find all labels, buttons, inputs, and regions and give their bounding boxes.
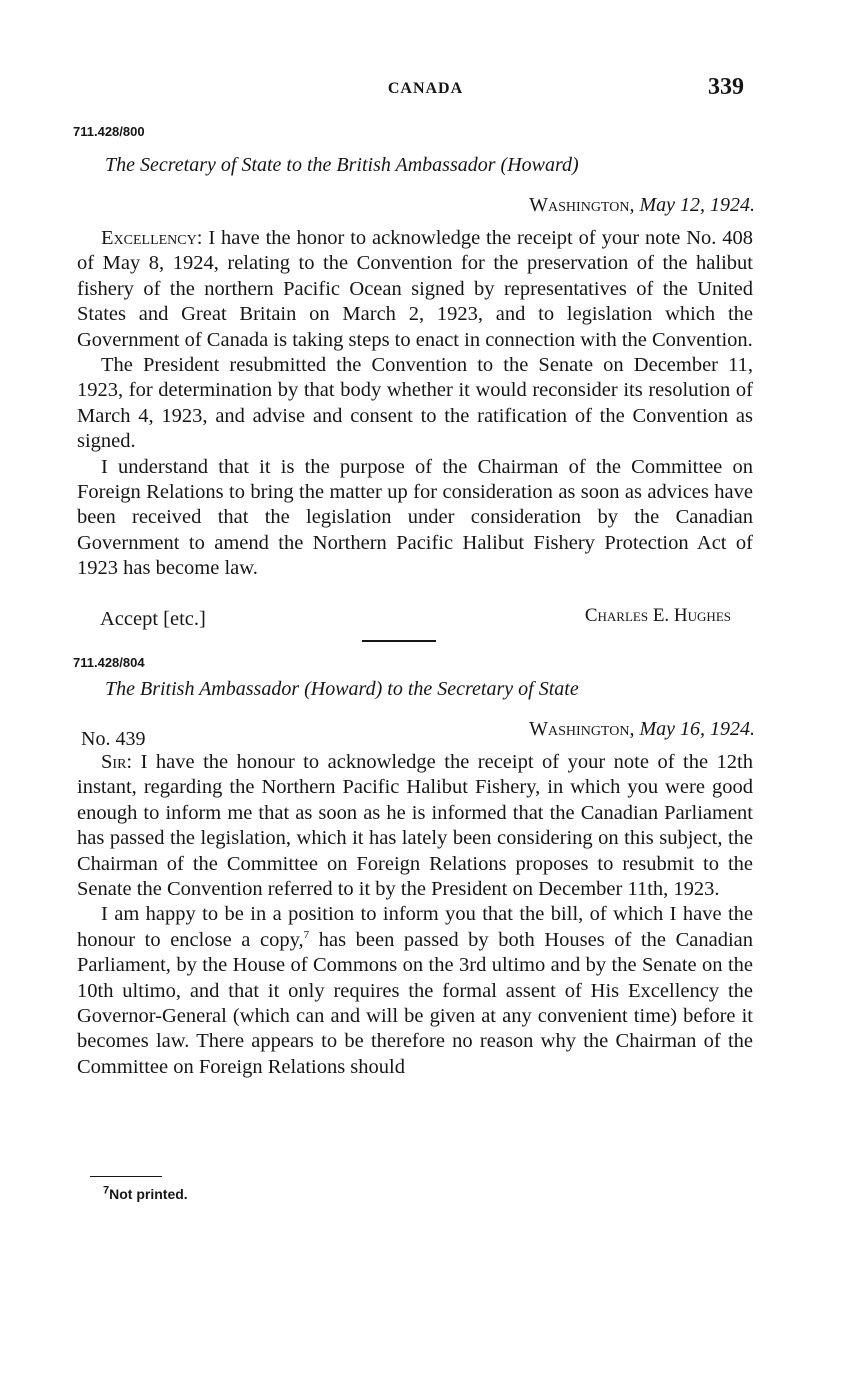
- footnote: [103, 1186, 188, 1202]
- signature: Charles E. Hughes: [584, 605, 731, 626]
- paragraph: The President resubmitted the Convention to the Senate on December 11, 1923, for determination by that body whether it would reconsider its resolution of March 4, 1923, and advise and consent to the ratification of the Convention as signed.: [77, 354, 753, 453]
- footnote-marker: 7: [103, 1184, 110, 1197]
- heading-sender: The Secretary of State to the British Ambassador: [105, 154, 496, 176]
- dateline-date: May 16, 1924.: [639, 718, 755, 740]
- dateline: [529, 194, 755, 217]
- paragraph: [77, 750, 753, 902]
- heading-sender-name: (Howard): [304, 678, 383, 700]
- closing: Accept [etc.]: [100, 608, 206, 630]
- paragraph-text: : I have the honour to acknowledge the receipt of your note of the 12th instant, regarding the Northern Pacific Halibut Fishery, in which you were good enough to inform me that as soon as he is informed that the Canadian Parliament has passed the legislation, which it has lately been considering on this subject, the Chairman of the Committee on Foreign Relations proposes to resubmit to the Senate the Convention referred to it by the President on December 11th, 1923.: [77, 751, 753, 901]
- file-number: 711.428/804: [73, 655, 145, 670]
- dateline-place: Washington,: [529, 718, 635, 740]
- salutation: Excellency: [101, 227, 197, 249]
- document-heading: [105, 154, 579, 177]
- salutation: Sir: [101, 751, 127, 773]
- letter-body: [77, 750, 753, 1080]
- paragraph-text: I am happy to be in a position to inform you that the bill, of which I have the honour to enclose a copy,: [77, 903, 753, 951]
- running-head: [0, 74, 851, 102]
- heading-recipient-name: (Howard): [500, 154, 579, 176]
- section-title: CANADA: [387, 80, 464, 97]
- footnote-rule: [90, 1176, 162, 1177]
- letter-body: [77, 226, 753, 582]
- paragraph-text: has been passed by both Houses of the Canadian Parliament, by the House of Commons on the 3rd ultimo and by the Senate on the 10th ultimo, and that it only requires the formal assent of His Excellency the Governor-General (which can and will be given at any convenient time) before it becomes law. There appears to be therefore no reason why the Chairman of the Committee on Foreign Relations should: [77, 928, 753, 1078]
- document-heading: [105, 678, 579, 701]
- section-divider: [362, 640, 436, 642]
- paragraph: I understand that it is the purpose of the Chairman of the Committee on Foreign Relations to bring the matter up for consideration as soon as advices have been received that the legislation under consideration by the Canadian Government to amend the Northern Pacific Halibut Fishery Protection Act of 1923 has become law.: [77, 455, 753, 580]
- paragraph: [77, 226, 753, 353]
- heading-sender: The British Ambassador: [105, 678, 300, 700]
- dateline-date: May 12, 1924.: [639, 194, 755, 216]
- footnote-reference: 7: [303, 929, 310, 942]
- note-number: No. 439: [81, 728, 146, 750]
- paragraph: [77, 902, 753, 1080]
- dateline: [529, 718, 755, 741]
- dateline-place: Washington,: [529, 194, 635, 216]
- file-number: 711.428/800: [73, 124, 145, 139]
- page-number: 339: [708, 74, 744, 100]
- paragraph-text: : I have the honor to acknowledge the receipt of your note No. 408 of May 8, 1924, relating to the Convention for the preservation of the halibut fishery of the northern Pacific Ocean signed by representatives of the United States and Great Britain on March 2, 1923, and to legislation which the Government of Canada is taking steps to enact in connection with the Convention.: [77, 227, 753, 351]
- footnote-text: Not printed.: [109, 1186, 188, 1202]
- heading-recipient: to the Secretary of State: [387, 678, 579, 700]
